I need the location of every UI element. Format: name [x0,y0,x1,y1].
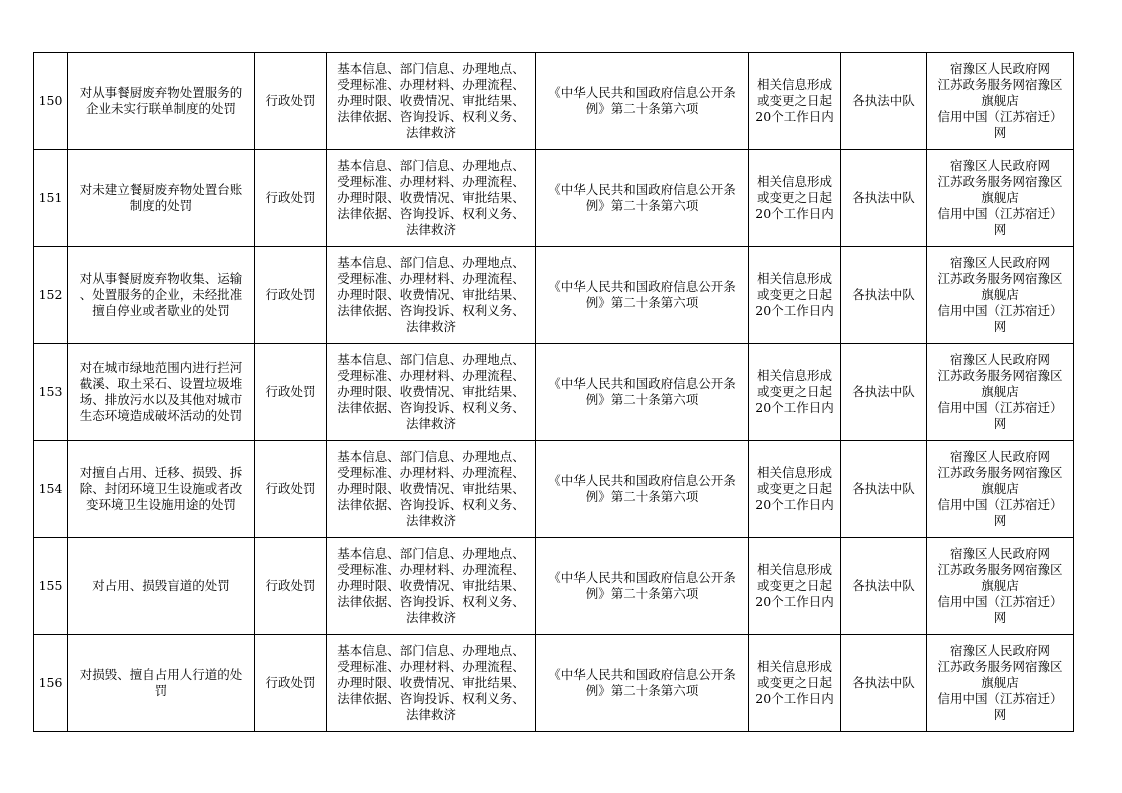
disclosure-content-line: 法律救济 [405,222,456,237]
disclosure-channel-line: 江苏政务服务网宿豫区 [937,465,1063,480]
disclosure-time-limit [749,53,841,150]
disclosure-channel [927,247,1074,344]
disclosure-content-line: 法律依据、咨询投诉、权利义务、 [337,691,525,706]
disclosure-time-limit-line: 20个工作日内 [755,497,834,512]
disclosure-content-line: 基本信息、部门信息、办理地点、 [337,158,525,173]
disclosure-time-limit-line: 相关信息形成 [756,271,832,286]
disclosure-content-line: 受理标准、办理材料、办理流程、 [337,271,525,286]
table-row [34,635,1074,732]
disclosure-content-line: 办理时限、收费情况、审批结果、 [337,287,525,302]
disclosure-content-line: 基本信息、部门信息、办理地点、 [337,546,525,561]
disclosure-content-line: 办理时限、收费情况、审批结果、 [337,384,525,399]
disclosure-channel-line: 宿豫区人民政府网 [949,255,1050,270]
item-category: 行政处罚 [255,344,327,441]
disclosure-time-limit-line: 相关信息形成 [756,174,832,189]
item-name-line: 对未建立餐厨废弃物处置台账 [79,182,243,197]
table-body [34,53,1074,732]
disclosure-content [327,53,536,150]
disclosure-time-limit-line: 相关信息形成 [756,659,832,674]
disclosure-subject: 各执法中队 [841,53,927,150]
disclosure-time-limit [749,538,841,635]
disclosure-basis-line: 《中华人民共和国政府信息公开条 [548,570,736,585]
disclosure-basis [536,635,749,732]
disclosure-subject: 各执法中队 [841,441,927,538]
disclosure-channel [927,441,1074,538]
item-name-line: 、处置服务的企业，未经批准 [79,287,243,302]
disclosure-content-line: 法律依据、咨询投诉、权利义务、 [337,109,525,124]
row-number: 151 [34,150,68,247]
item-category: 行政处罚 [255,635,327,732]
disclosure-channel-line: 宿豫区人民政府网 [949,546,1050,561]
disclosure-content-line: 法律依据、咨询投诉、权利义务、 [337,497,525,512]
disclosure-time-limit-line: 或变更之日起 [756,287,832,302]
disclosure-channel-line: 网 [993,319,1007,334]
disclosure-basis [536,441,749,538]
disclosure-content-line: 法律救济 [405,513,456,528]
disclosure-content-line: 受理标准、办理材料、办理流程、 [337,77,525,92]
disclosure-channel-line: 网 [993,513,1007,528]
disclosure-time-limit [749,150,841,247]
disclosure-content-line: 法律救济 [405,707,456,722]
disclosure-channel-line: 宿豫区人民政府网 [949,61,1050,76]
disclosure-content-line: 受理标准、办理材料、办理流程、 [337,174,525,189]
disclosure-channel-line: 宿豫区人民政府网 [949,449,1050,464]
disclosure-basis [536,150,749,247]
item-name-line: 擅自停业或者歇业的处罚 [92,303,230,318]
disclosure-basis-line: 《中华人民共和国政府信息公开条 [548,279,736,294]
disclosure-content [327,344,536,441]
item-name [68,247,255,344]
item-name [68,441,255,538]
disclosure-channel-line: 信用中国（江苏宿迁） [937,400,1063,415]
disclosure-basis-line: 例》第二十条第六项 [585,101,699,116]
disclosure-content-line: 受理标准、办理材料、办理流程、 [337,659,525,674]
table-row [34,441,1074,538]
disclosure-basis-line: 例》第二十条第六项 [585,198,699,213]
disclosure-subject: 各执法中队 [841,538,927,635]
disclosure-basis-line: 《中华人民共和国政府信息公开条 [548,667,736,682]
disclosure-time-limit-line: 相关信息形成 [756,368,832,383]
item-name-line: 生态环境造成破坏活动的处罚 [79,408,243,423]
disclosure-basis-line: 《中华人民共和国政府信息公开条 [548,182,736,197]
disclosure-channel-line: 江苏政务服务网宿豫区 [937,174,1063,189]
disclosure-channel [927,344,1074,441]
disclosure-channel-line: 江苏政务服务网宿豫区 [937,368,1063,383]
disclosure-basis [536,53,749,150]
table-row [34,538,1074,635]
disclosure-channel-line: 信用中国（江苏宿迁） [937,497,1063,512]
disclosure-channel-line: 信用中国（江苏宿迁） [937,109,1063,124]
disclosure-time-limit [749,247,841,344]
disclosure-content-line: 法律依据、咨询投诉、权利义务、 [337,594,525,609]
row-number: 155 [34,538,68,635]
disclosure-content-line: 办理时限、收费情况、审批结果、 [337,190,525,205]
disclosure-content-line: 办理时限、收费情况、审批结果、 [337,481,525,496]
item-name-line: 对擅自占用、迁移、损毁、拆 [79,465,243,480]
disclosure-channel-line: 江苏政务服务网宿豫区 [937,77,1063,92]
disclosure-content-line: 法律依据、咨询投诉、权利义务、 [337,206,525,221]
disclosure-channel-line: 宿豫区人民政府网 [949,352,1050,367]
disclosure-time-limit-line: 或变更之日起 [756,190,832,205]
item-name-line: 对损毁、擅自占用人行道的处 [79,667,243,682]
disclosure-time-limit-line: 20个工作日内 [755,400,834,415]
disclosure-content-line: 基本信息、部门信息、办理地点、 [337,449,525,464]
disclosure-content-line: 办理时限、收费情况、审批结果、 [337,93,525,108]
disclosure-content-line: 法律依据、咨询投诉、权利义务、 [337,303,525,318]
disclosure-content [327,635,536,732]
item-category: 行政处罚 [255,441,327,538]
disclosure-content-line: 基本信息、部门信息、办理地点、 [337,352,525,367]
disclosure-content-line: 受理标准、办理材料、办理流程、 [337,368,525,383]
disclosure-content-line: 受理标准、办理材料、办理流程、 [337,562,525,577]
disclosure-basis-line: 例》第二十条第六项 [585,586,699,601]
row-number: 154 [34,441,68,538]
disclosure-basis [536,344,749,441]
item-name-line: 罚 [154,683,168,698]
disclosure-channel-line: 网 [993,707,1007,722]
disclosure-time-limit-line: 相关信息形成 [756,77,832,92]
disclosure-basis-line: 《中华人民共和国政府信息公开条 [548,376,736,391]
item-name [68,150,255,247]
table-row [34,344,1074,441]
row-number: 150 [34,53,68,150]
disclosure-channel-line: 旗舰店 [981,384,1019,399]
row-number: 152 [34,247,68,344]
disclosure-channel-line: 江苏政务服务网宿豫区 [937,659,1063,674]
disclosure-table [33,52,1074,732]
disclosure-channel-line: 网 [993,125,1007,140]
item-name-line: 对在城市绿地范围内进行拦河 [79,360,243,375]
disclosure-content-line: 基本信息、部门信息、办理地点、 [337,61,525,76]
row-number: 156 [34,635,68,732]
disclosure-content [327,247,536,344]
disclosure-time-limit-line: 或变更之日起 [756,93,832,108]
item-name-line: 截溪、取土采石、设置垃圾堆 [79,376,243,391]
disclosure-channel [927,635,1074,732]
disclosure-basis [536,247,749,344]
item-name [68,635,255,732]
disclosure-content-line: 法律救济 [405,319,456,334]
disclosure-content-line: 法律救济 [405,610,456,625]
disclosure-content [327,150,536,247]
disclosure-basis-line: 《中华人民共和国政府信息公开条 [548,85,736,100]
disclosure-time-limit [749,635,841,732]
item-name-line: 对从事餐厨废弃物收集、运输 [79,271,243,286]
disclosure-time-limit [749,441,841,538]
table-row [34,247,1074,344]
item-category: 行政处罚 [255,150,327,247]
disclosure-channel [927,150,1074,247]
disclosure-basis [536,538,749,635]
disclosure-content-line: 法律依据、咨询投诉、权利义务、 [337,400,525,415]
disclosure-content-line: 法律救济 [405,125,456,140]
disclosure-channel [927,53,1074,150]
disclosure-basis-line: 例》第二十条第六项 [585,489,699,504]
disclosure-time-limit-line: 相关信息形成 [756,562,832,577]
item-name-line: 对占用、损毁盲道的处罚 [92,578,230,593]
disclosure-subject: 各执法中队 [841,344,927,441]
disclosure-time-limit [749,344,841,441]
disclosure-channel-line: 旗舰店 [981,578,1019,593]
disclosure-content-line: 办理时限、收费情况、审批结果、 [337,675,525,690]
disclosure-channel-line: 旗舰店 [981,481,1019,496]
disclosure-basis-line: 《中华人民共和国政府信息公开条 [548,473,736,488]
disclosure-content [327,441,536,538]
disclosure-channel-line: 宿豫区人民政府网 [949,643,1050,658]
disclosure-time-limit-line: 相关信息形成 [756,465,832,480]
disclosure-channel-line: 江苏政务服务网宿豫区 [937,562,1063,577]
disclosure-time-limit-line: 或变更之日起 [756,675,832,690]
disclosure-content-line: 办理时限、收费情况、审批结果、 [337,578,525,593]
disclosure-channel-line: 旗舰店 [981,287,1019,302]
item-name-line: 对从事餐厨废弃物处置服务的 [79,85,243,100]
table-row [34,150,1074,247]
row-number: 153 [34,344,68,441]
item-category: 行政处罚 [255,247,327,344]
disclosure-channel-line: 旗舰店 [981,190,1019,205]
item-category: 行政处罚 [255,53,327,150]
disclosure-content-line: 基本信息、部门信息、办理地点、 [337,643,525,658]
disclosure-channel-line: 旗舰店 [981,675,1019,690]
disclosure-basis-line: 例》第二十条第六项 [585,392,699,407]
disclosure-time-limit-line: 或变更之日起 [756,578,832,593]
disclosure-content [327,538,536,635]
table-row [34,53,1074,150]
disclosure-content-line: 受理标准、办理材料、办理流程、 [337,465,525,480]
item-name-line: 变环境卫生设施用途的处罚 [85,497,236,512]
disclosure-time-limit-line: 20个工作日内 [755,109,834,124]
disclosure-time-limit-line: 20个工作日内 [755,594,834,609]
disclosure-content-line: 基本信息、部门信息、办理地点、 [337,255,525,270]
item-name [68,53,255,150]
disclosure-time-limit-line: 或变更之日起 [756,384,832,399]
disclosure-channel-line: 宿豫区人民政府网 [949,158,1050,173]
disclosure-content-line: 法律救济 [405,416,456,431]
disclosure-channel-line: 网 [993,610,1007,625]
disclosure-time-limit-line: 20个工作日内 [755,206,834,221]
disclosure-basis-line: 例》第二十条第六项 [585,295,699,310]
disclosure-channel-line: 网 [993,416,1007,431]
item-name-line: 除、封闭环境卫生设施或者改 [79,481,243,496]
disclosure-time-limit-line: 20个工作日内 [755,691,834,706]
disclosure-channel-line: 信用中国（江苏宿迁） [937,303,1063,318]
disclosure-subject: 各执法中队 [841,635,927,732]
disclosure-time-limit-line: 20个工作日内 [755,303,834,318]
disclosure-channel-line: 网 [993,222,1007,237]
disclosure-basis-line: 例》第二十条第六项 [585,683,699,698]
item-category: 行政处罚 [255,538,327,635]
disclosure-subject: 各执法中队 [841,150,927,247]
disclosure-subject: 各执法中队 [841,247,927,344]
item-name-line: 企业未实行联单制度的处罚 [85,101,236,116]
item-name-line: 制度的处罚 [129,198,193,213]
disclosure-channel-line: 信用中国（江苏宿迁） [937,691,1063,706]
disclosure-channel-line: 江苏政务服务网宿豫区 [937,271,1063,286]
disclosure-channel-line: 信用中国（江苏宿迁） [937,594,1063,609]
disclosure-channel [927,538,1074,635]
disclosure-channel-line: 信用中国（江苏宿迁） [937,206,1063,221]
item-name [68,538,255,635]
item-name [68,344,255,441]
item-name-line: 场、排放污水以及其他对城市 [79,392,243,407]
disclosure-time-limit-line: 或变更之日起 [756,481,832,496]
disclosure-channel-line: 旗舰店 [981,93,1019,108]
